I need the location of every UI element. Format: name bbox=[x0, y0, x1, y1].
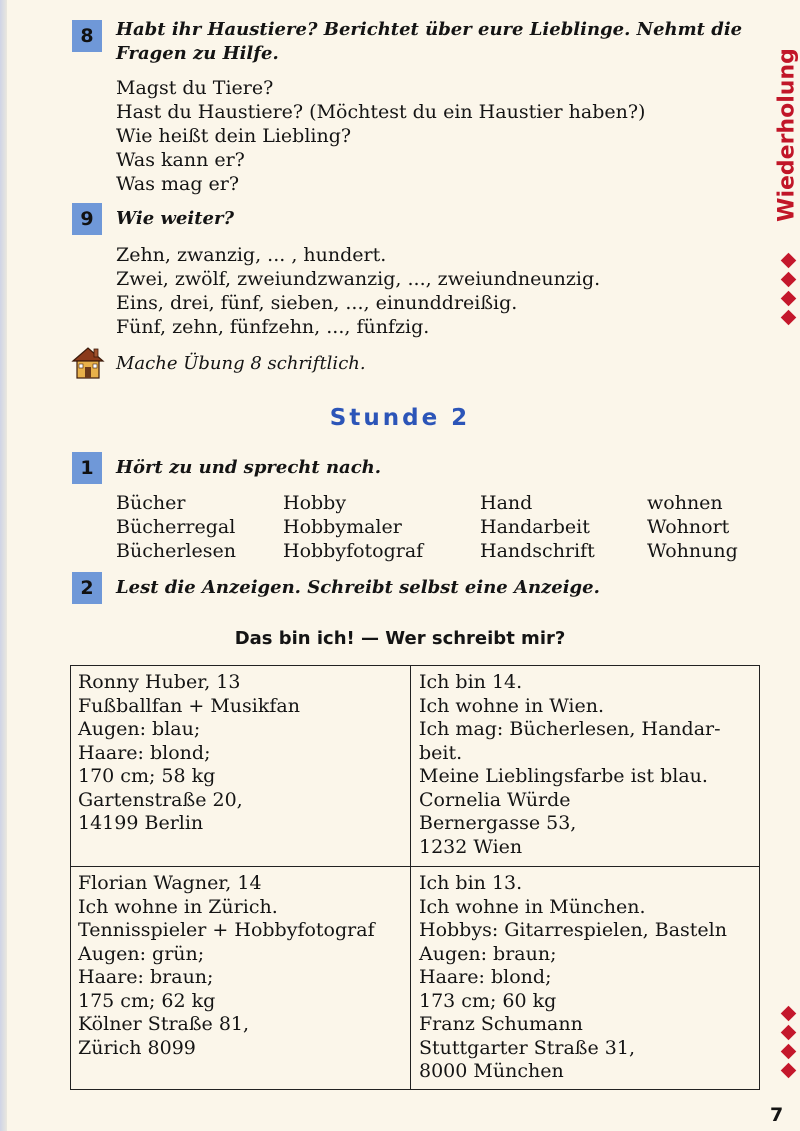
ad-line: Meine Lieblingsfarbe ist blau. bbox=[419, 765, 708, 787]
number-line: Eins, drei, fünf, sieben, ..., einunddreißig. bbox=[116, 292, 518, 314]
word-column bbox=[283, 491, 423, 563]
word-item: Handschrift bbox=[480, 540, 595, 562]
table-divider bbox=[71, 866, 759, 867]
ad-line: Zürich 8099 bbox=[78, 1036, 196, 1059]
page-edge bbox=[0, 0, 7, 1131]
table-divider bbox=[410, 666, 411, 1089]
ad-line: Kölner Straße 81, bbox=[78, 1013, 250, 1035]
number-line: Fünf, zehn, fünfzehn, ..., fünfzig. bbox=[116, 316, 430, 338]
ad-cell bbox=[419, 671, 721, 859]
ad-line: Florian Wagner, 14 bbox=[78, 872, 262, 894]
ad-cell bbox=[78, 872, 375, 1060]
ad-line: Fußballfan + Musikfan bbox=[78, 694, 300, 717]
exercise-2-number: 2 bbox=[72, 572, 102, 604]
word-item: Hand bbox=[480, 492, 533, 514]
ad-line: 1232 Wien bbox=[419, 835, 523, 858]
ad-line: Ich mag: Bücherlesen, Handar- bbox=[419, 718, 721, 740]
ad-cell bbox=[419, 872, 727, 1084]
exercise-8-instruction-line: Fragen zu Hilfe. bbox=[116, 43, 279, 64]
diamond-decoration-icon bbox=[777, 255, 799, 331]
ad-line: Haare: blond; bbox=[78, 741, 211, 764]
number-line: Zwei, zwölf, zweiundzwanzig, ..., zweiundneunzig. bbox=[116, 268, 601, 290]
question-line: Was mag er? bbox=[116, 173, 240, 195]
exercise-8-instruction bbox=[116, 18, 742, 66]
exercise-8-instruction-line: Habt ihr Haustiere? Berichtet über eure Lieblinge. Nehmt die bbox=[116, 19, 743, 40]
ad-line: Ich bin 14. bbox=[419, 671, 523, 693]
ad-line: Cornelia Würde bbox=[419, 788, 571, 811]
ad-line: Ich wohne in Zürich. bbox=[78, 895, 278, 918]
ad-cell bbox=[78, 671, 300, 836]
ad-line: Augen: grün; bbox=[78, 942, 205, 965]
ad-line: 173 cm; 60 kg bbox=[419, 989, 557, 1012]
ad-line: Franz Schumann bbox=[419, 1013, 583, 1035]
ad-line: Ich bin 13. bbox=[419, 872, 523, 894]
ad-line: 14199 Berlin bbox=[78, 812, 204, 834]
ad-line: Ronny Huber, 13 bbox=[78, 671, 241, 693]
word-item: Wohnort bbox=[647, 516, 730, 538]
lesson-title: Stunde 2 bbox=[329, 405, 471, 431]
ad-line: Ich wohne in Wien. bbox=[419, 694, 605, 717]
word-column bbox=[116, 491, 236, 563]
ad-line: Bernergasse 53, bbox=[419, 812, 577, 834]
ad-line: Haare: blond; bbox=[419, 966, 552, 988]
exercise-9-instruction: Wie weiter? bbox=[116, 208, 235, 229]
question-line: Was kann er? bbox=[116, 149, 245, 171]
word-column bbox=[647, 491, 738, 563]
word-item: Bücherlesen bbox=[116, 540, 236, 562]
word-item: wohnen bbox=[647, 492, 723, 514]
question-line: Hast du Haustiere? (Möchtest du ein Haustier haben?) bbox=[116, 101, 646, 123]
ad-line: 175 cm; 62 kg bbox=[78, 989, 216, 1012]
exercise-8-questions bbox=[116, 76, 645, 196]
exercise-1-instruction: Hört zu und sprecht nach. bbox=[116, 457, 382, 478]
ads-table bbox=[70, 665, 760, 1090]
ad-line: 8000 München bbox=[419, 1060, 564, 1082]
ads-title: Das bin ich! — Wer schreibt mir? bbox=[234, 628, 566, 649]
ad-line: Ich wohne in München. bbox=[419, 895, 646, 918]
section-side-label bbox=[775, 20, 799, 250]
number-line: Zehn, zwanzig, ... , hundert. bbox=[116, 244, 387, 266]
exercise-9-lines bbox=[116, 243, 600, 339]
page-number: 7 bbox=[770, 1104, 784, 1126]
ad-line: Augen: blau; bbox=[78, 718, 201, 740]
ad-line: Haare: braun; bbox=[78, 966, 214, 988]
ad-line: Tennisspieler + Hobbyfotograf bbox=[78, 919, 375, 941]
word-item: Hobbyfotograf bbox=[283, 540, 424, 562]
exercise-9-number: 9 bbox=[72, 203, 102, 235]
ad-line: Stuttgarter Straße 31, bbox=[419, 1036, 635, 1059]
exercise-2-instruction: Lest die Anzeigen. Schreibt selbst eine Anzeige. bbox=[116, 577, 600, 598]
word-item: Handarbeit bbox=[480, 516, 590, 538]
ad-line: Hobbys: Gitarrespielen, Basteln bbox=[419, 919, 727, 941]
question-line: Magst du Tiere? bbox=[116, 77, 274, 99]
ad-line: Gartenstraße 20, bbox=[78, 788, 243, 811]
word-item: Hobby bbox=[283, 492, 347, 514]
word-item: Hobbymaler bbox=[283, 516, 402, 538]
word-item: Bücherregal bbox=[116, 516, 236, 538]
question-line: Wie heißt dein Liebling? bbox=[116, 125, 352, 147]
diamond-decoration-icon bbox=[777, 1008, 799, 1084]
exercise-1-number: 1 bbox=[72, 452, 102, 484]
side-label-text: Wiederholung bbox=[774, 48, 800, 222]
ad-line: beit. bbox=[419, 741, 463, 764]
word-item: Wohnung bbox=[647, 540, 738, 562]
ad-line: Augen: braun; bbox=[419, 942, 557, 965]
house-icon bbox=[70, 345, 106, 381]
ad-line: 170 cm; 58 kg bbox=[78, 765, 216, 787]
homework-text: Mache Übung 8 schriftlich. bbox=[116, 353, 366, 374]
word-item: Bücher bbox=[116, 492, 186, 514]
exercise-8-number: 8 bbox=[72, 20, 102, 52]
word-column bbox=[480, 491, 595, 563]
